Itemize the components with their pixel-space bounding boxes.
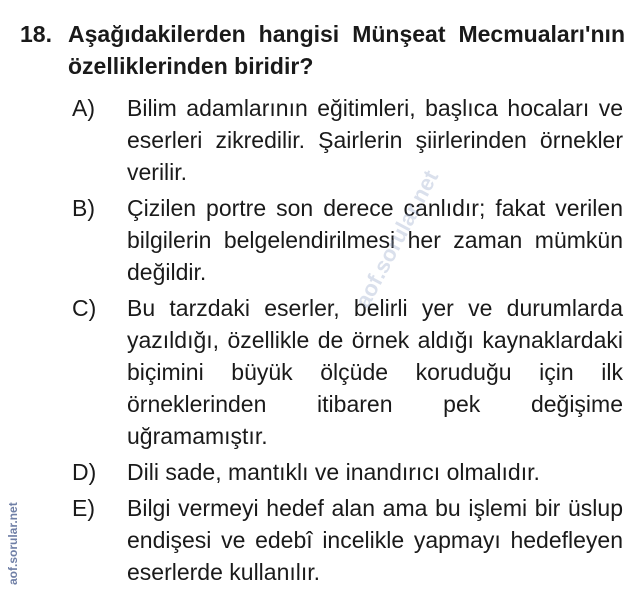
option-letter: E) <box>72 495 95 521</box>
option-text: Dili sade, mantıklı ve inandırıcı olmalıdır. <box>127 459 540 485</box>
question-block <box>20 18 625 592</box>
option-letter: D) <box>72 459 97 485</box>
options-list <box>20 92 625 588</box>
diagonal-watermark: aof.sorular.net <box>350 166 444 312</box>
option-a[interactable] <box>20 92 625 188</box>
option-b[interactable] <box>20 192 625 288</box>
option-text: Bilim adamlarının eğitimleri, başlıca hocaları ve eserleri zikredilir. Şairlerin şiirlerinden örnekler verilir. <box>127 95 623 185</box>
option-c[interactable] <box>20 292 625 452</box>
option-text: Bilgi vermeyi hedef alan ama bu işlemi bir üslup endişesi ve edebî incelikle yapmayı hedefleyen eserlerde kullanılır. <box>127 495 623 585</box>
option-d[interactable] <box>20 456 625 488</box>
option-letter: A) <box>72 95 95 121</box>
option-e[interactable] <box>20 492 625 588</box>
question-header <box>20 18 625 82</box>
side-watermark: aof.sorular.net <box>6 502 20 585</box>
question-text: Aşağıdakilerden hangisi Münşeat Mecmuaları'nın özelliklerinden biridir? <box>68 21 625 79</box>
option-letter: B) <box>72 195 95 221</box>
option-text: Bu tarzdaki eserler, belirli yer ve durumlarda yazıldığı, özellikle de örnek aldığı kaynaklardaki biçimini büyük ölçüde koruduğu için ilk örneklerinden itibaren pek değişime uğramamıştır. <box>127 295 623 449</box>
option-text: Çizilen portre son derece canlıdır; fakat verilen bilgilerin belgelendirilmesi her zaman mümkün değildir. <box>127 195 623 285</box>
question-number: 18. <box>20 21 52 47</box>
option-letter: C) <box>72 295 97 321</box>
